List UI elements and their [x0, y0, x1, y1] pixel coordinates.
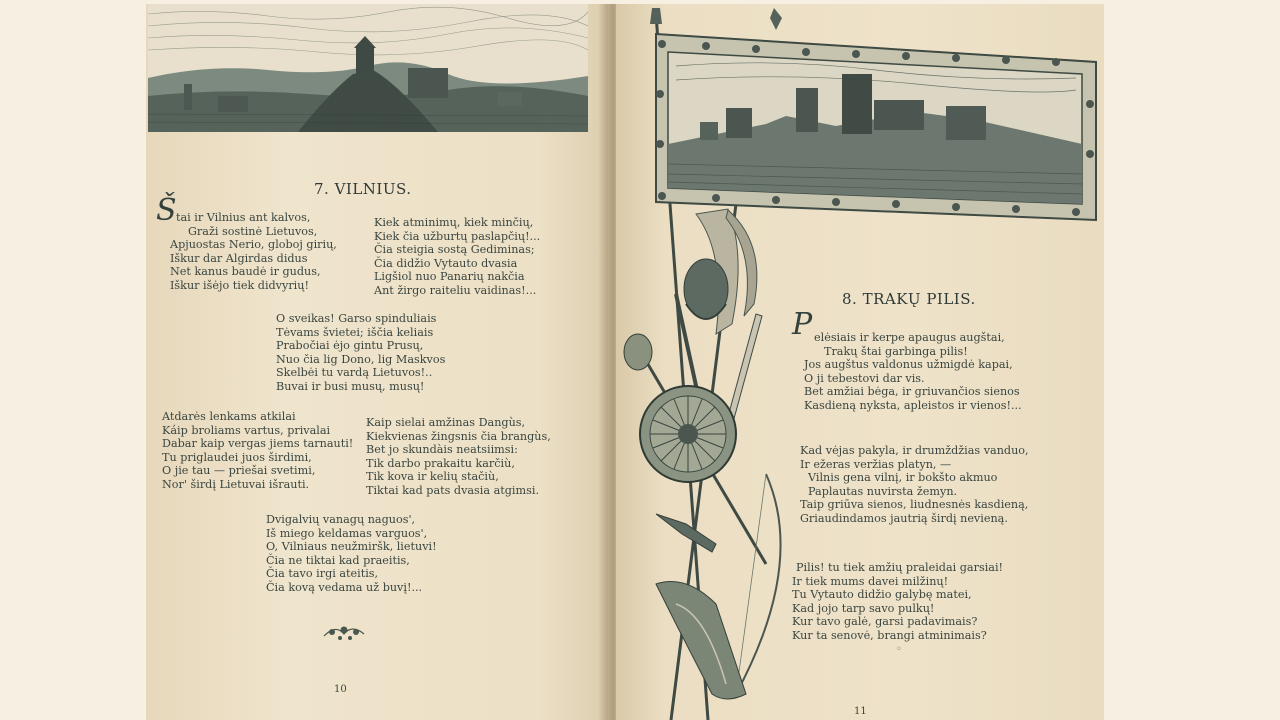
verse-line: Tėvams švietei; iščia keliais	[276, 325, 434, 339]
left-page	[146, 4, 608, 720]
verse-line: Dabar kaip vergas jiems tarnauti!	[162, 437, 354, 451]
verse-line: Apjuostas Nerio, globoj girių,	[170, 238, 337, 252]
verse-line: Griaudindamos jautrią širdį nevieną.	[800, 511, 1008, 525]
verse-line: Jos augštus valdonus užmigdė kapai,	[804, 358, 1013, 372]
verse-line: Prabočiai ėjo gintu Prusų,	[276, 339, 424, 353]
verse-line: Bet jo skundàis neatsiimsi:	[366, 443, 518, 457]
verse-line: Vilnis gena vilnį, ir bokšto akmuo	[808, 471, 998, 485]
verse-line: Iškur išėjo tiek didvyrių!	[170, 278, 309, 292]
verse-line: Iškur dar Algirdas didus	[170, 251, 308, 265]
verse-line: O, Vilniaus neužmiršk, lietuvi!	[266, 540, 437, 554]
verse-line: Kad vėjas pakyla, ir drumždžias vanduo,	[800, 444, 1029, 457]
stanza-3	[792, 561, 1003, 643]
verse-line: Graži sostinė Lietuvos,	[188, 224, 318, 238]
verse-line: Tu priglaudei juos širdimi,	[162, 450, 312, 464]
page-title: 7. VILNIUS.	[314, 180, 412, 198]
verse-line: Atdarės lenkams atkilai	[162, 410, 296, 423]
verse-line: Kaip sielai amžinas Dangùs,	[366, 416, 526, 429]
verse-line: Ir tiek mums davei milžinų!	[792, 574, 949, 588]
small-circle-mark-icon: ◦	[896, 644, 902, 655]
floral-ornament-icon	[320, 620, 368, 644]
verse-line: Net kanus baudė ir gudus,	[170, 265, 321, 279]
stanza-3	[276, 312, 445, 394]
verse-line: Čia kovą vedama už buvį!...	[266, 580, 423, 594]
verse-line: Dvigalvių vanagų naguos',	[266, 513, 416, 526]
vilnius-engraving	[148, 4, 588, 132]
verse-line: O ji tebestovi dar vis.	[804, 371, 925, 385]
stanza-2	[374, 216, 540, 298]
verse-line: Bet amžiai bėga, ir griuvančios sienos	[804, 385, 1020, 399]
verse-line: Káip broliams vartus, privalai	[162, 423, 331, 437]
verse-line: Skelbėi tu vardą Lietuvos!..	[276, 366, 433, 380]
stanza-5	[366, 416, 551, 498]
verse-line: elėsiais ir kerpe apaugus augštai,	[814, 331, 1005, 344]
verse-line: O sveikas! Garso spinduliais	[276, 312, 437, 325]
verse-line: Ant žirgo raiteliu vaidinas!...	[374, 283, 537, 297]
verse-line: Čia tavo irgi ateitis,	[266, 567, 379, 581]
page-title: 8. TRAKŲ PILIS.	[842, 290, 976, 308]
page-number: 10	[334, 684, 347, 695]
verse-line: Kur ta senovė, brangi atminimais?	[792, 628, 987, 642]
verse-line: tai ir Vilnius ant kalvos,	[176, 211, 311, 224]
verse-line: Buvai ir busi musų, musų!	[276, 379, 425, 393]
verse-line: Ligšiol nuo Panarių nakčia	[374, 270, 525, 284]
verse-line: Kiek čia užburtų paslapčių!...	[374, 229, 541, 243]
verse-line: Ir ežeras veržias platyn, —	[800, 457, 952, 471]
open-book	[146, 4, 1104, 720]
verse-line: O jie tau — priešai svetimi,	[162, 464, 316, 478]
verse-line: Iš miego keldamas varguos',	[266, 526, 428, 540]
verse-line: Taip griūva sienos, liudnesnės kasdieną,	[800, 498, 1029, 512]
page-number: 11	[854, 706, 867, 717]
verse-line: Kiek atminimų, kiek minčių,	[374, 216, 534, 229]
verse-line: Nuo čia lig Dono, lig Maskvos	[276, 352, 446, 366]
verse-line: Paplautas nuvirsta žemyn.	[808, 484, 958, 498]
verse-line: Tik kova ir kelių stačiù,	[366, 470, 499, 484]
right-page	[616, 4, 1104, 720]
dropcap-letter: P	[792, 307, 813, 342]
verse-line: Kur tavo galė, garsi padavimais?	[792, 615, 978, 629]
verse-line: Kasdieną nyksta, apleistos ir vienos!...	[804, 398, 1022, 412]
verse-line: Čia ne tiktai kad praeitis,	[266, 553, 410, 567]
dropcap-letter: Š	[156, 193, 177, 228]
verse-line: Čia didžio Vytauto dvasia	[374, 256, 518, 270]
verse-line: Tik darbo prakaitu karčiù,	[366, 456, 515, 470]
verse-line: Kad jojo tarp savo pulkų!	[792, 601, 935, 615]
stanza-1	[170, 211, 337, 293]
verse-line: Kiekvienas žingsnis čia brangùs,	[366, 429, 551, 443]
verse-line: Tu Vytauto didžio galybę matei,	[792, 588, 972, 602]
stanza-6	[266, 513, 437, 595]
verse-line: Nor' širdį Lietuvai išrauti.	[162, 477, 310, 491]
verse-line: Pilis! tu tiek amžių praleidai garsiai!	[796, 561, 1004, 574]
stanza-1	[804, 331, 1022, 413]
stanza-2	[800, 444, 1029, 526]
verse-line: Čia steigia sostą Gediminas;	[374, 243, 535, 257]
verse-line: Trakų štai garbinga pilis!	[824, 344, 968, 358]
stanza-4	[162, 410, 353, 492]
verse-line: Tiktai kad pats dvasia atgimsi.	[366, 483, 539, 497]
